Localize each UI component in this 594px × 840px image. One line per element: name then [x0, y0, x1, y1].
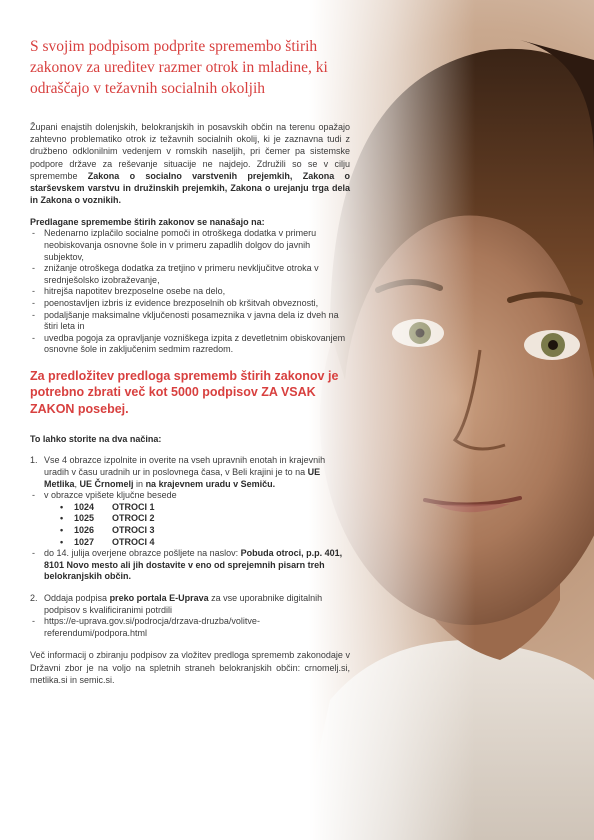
step-2-text-b: za vse uporabnike digitalnih podpisov s kvalificiranimi potrdili [44, 592, 323, 615]
changes-heading: Predlagane spremembe štirih zakonov se nanašajo na: [30, 217, 265, 228]
code-label: OTROCI 4 [112, 536, 155, 547]
step-2 [30, 593, 350, 639]
list-item: - znižanje otroškega dodatka za tretjino v primeru nevključitve otroka v srednješolsko izobraževanje, [30, 263, 350, 286]
step-2-text [44, 593, 350, 616]
code-item [44, 502, 350, 514]
list-item: - uvedba pogoja za opravljanje vozniškega izpita z devetletnim obiskovanjem osnovne šole in zaključenim sedmim razredom. [30, 333, 350, 356]
intro-text: Župani enajstih dolenjskih, belokranjskih in posavskih občin na terenu opažajo zahtevno problematiko otrok iz težavnih socialnih okolij, ki je zaznavna tudi z družbeno odklonilnim vedenjem v romskih naseljih, pri čemer pa sistemske podpore države za reševanje situacije ne najdejo. Združili so se v cilju spremembe [30, 122, 350, 181]
ue-metlika: UE Metlika [44, 467, 321, 489]
step-1-sublist [44, 490, 350, 583]
ways-heading: To lahko storite na dva načina: [30, 434, 162, 445]
code-label: OTROCI 2 [112, 513, 155, 524]
ue-crnomelj: UE Črnomelj [79, 478, 134, 489]
step-1-text [44, 455, 350, 490]
code-label: OTROCI 1 [112, 501, 155, 512]
code-number: 1027 [74, 536, 95, 547]
step-2-text-a: Oddaja podpisa [44, 592, 110, 603]
e-uprava-link[interactable]: - https://e-uprava.gov.si/podrocja/drzava-druzba/volitve-referendumi/podpora.html [30, 616, 350, 639]
changes-list [30, 228, 350, 356]
deadline-text: do 14. julija overjene obrazce pošljete na naslov: [44, 548, 241, 559]
steps-list [30, 455, 350, 639]
list-item: - hitrejša napotitev brezposelne osebe na delo, [30, 286, 350, 298]
step-number: 2. [30, 592, 38, 603]
list-item: - podaljšanje maksimalne vključenosti posameznika v javna dela iz dveh na štiri leta in [30, 310, 350, 333]
list-item: - poenostavljen izbris iz evidence brezposelnih ob kršitvah obveznosti, [30, 298, 350, 310]
krajevni-urad-semic: na krajevnem uradu v Semiču. [145, 478, 276, 489]
intro-paragraph [30, 121, 350, 206]
step-1-text-c: in [133, 478, 146, 489]
e-uprava-portal: preko portala E-Uprava [109, 592, 209, 603]
mailing-address: Pobuda otroci, p.p. 401, 8101 Novo mesto ali jih dostavite v eno od sprejemnih pisarn treh belokranjskih občin. [44, 548, 343, 582]
deadline-item [30, 548, 350, 583]
intro-laws: Zakona o socialno varstvenih prejemkih, Zakona o starševskem varstvu in družinskih prejemkih, Zakona o urejanju trga dela in Zakona o voznikih. [30, 170, 350, 206]
list-item: - Nedenarno izplačilo socialne pomoči in otroškega dodatka v primeru neobiskovanja osnovne šole in v primeru zapadlih dolgov do javnih subjektov, [30, 228, 350, 263]
step-1-text-b: , [74, 478, 80, 489]
step-number: 1. [30, 455, 38, 466]
code-number: 1025 [74, 513, 95, 524]
step-1 [30, 455, 350, 583]
codes-list [44, 502, 350, 548]
footer-info: Več informacij o zbiranju podpisov za vložitev predloga sprememb zakonodaje v Državni zbor je na voljo na spletnih straneh belokranjskih občin: crnomelj.si, metlika.si in semic.si. [30, 650, 350, 685]
keywords-line: v obrazce vpišete ključne besede [44, 490, 177, 501]
flyer-text-column [30, 36, 350, 686]
code-item [44, 525, 350, 537]
code-number: 1024 [74, 501, 95, 512]
step-1-text-a: Vse 4 obrazce izpolnite in overite na vseh upravnih enotah in krajevnih uradih v času uradnih ur in poslovnega časa, v Beli krajini je to na [44, 455, 326, 478]
code-item [44, 513, 350, 525]
headline: S svojim podpisom podprite spremembo štirih zakonov za ureditev razmer otrok in mladine, ki odraščajo v težavnih socialnih okoljih [30, 38, 328, 97]
code-item [44, 537, 350, 549]
step-2-sublist [44, 616, 350, 639]
code-number: 1026 [74, 525, 95, 536]
code-label: OTROCI 3 [112, 525, 155, 536]
keywords-item [30, 490, 350, 548]
signature-callout: Za predložitev predloga sprememb štirih zakonov je potrebno zbrati več kot 5000 podpisov ZA VSAK ZAKON posebej. [30, 368, 339, 416]
